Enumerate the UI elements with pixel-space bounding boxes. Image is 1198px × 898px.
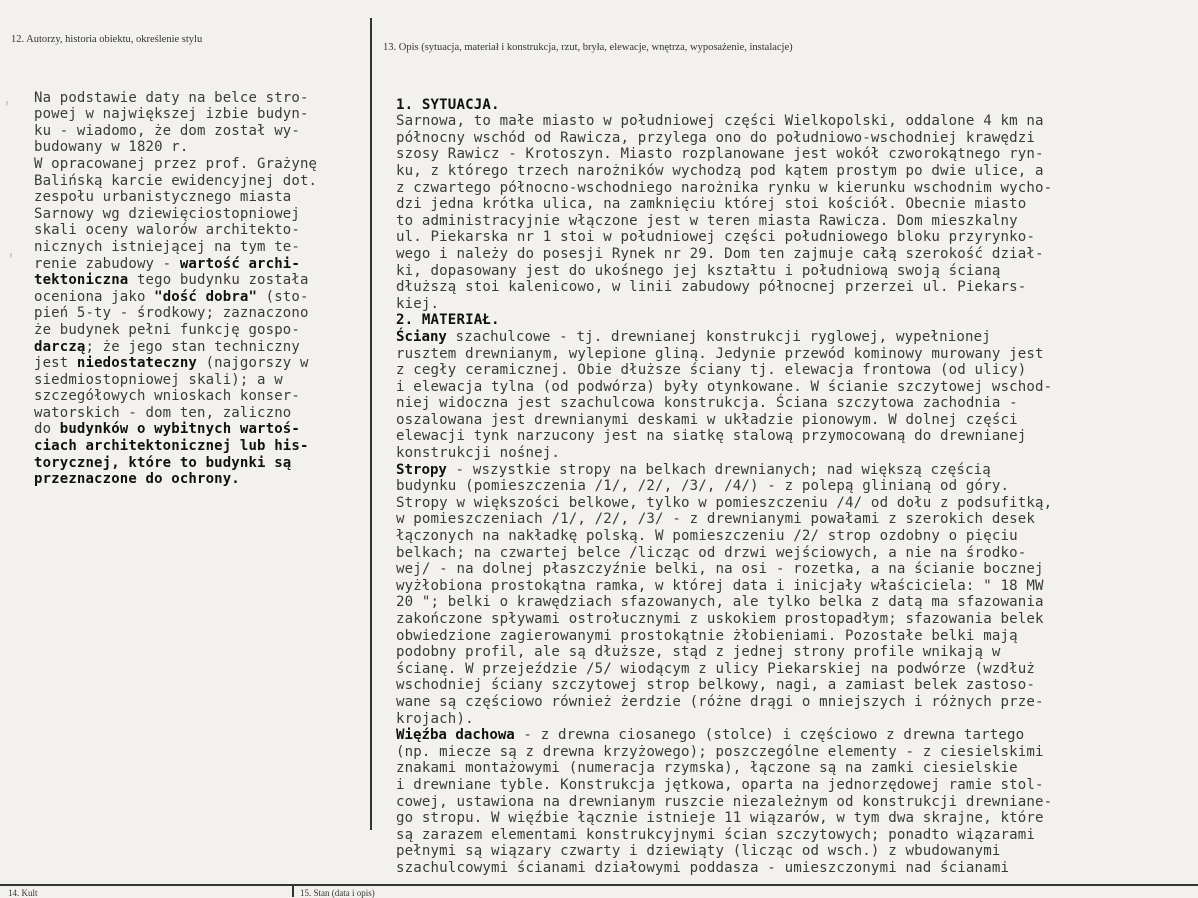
text-line: (np. miecze są z drewna krzyżowego); poszczególne elementy - z ciesielskimi [396, 743, 1044, 760]
section-heading: 1. SYTUACJA. [396, 96, 500, 113]
text-line: tego budynku została [128, 272, 309, 289]
text-line: ki, dopasowany jest do ukośnego jej kształtu i południową swoją ścianą [396, 262, 1001, 279]
text-line: i drewniane tyble. Konstrukcja jętkowa, oparta na jednorzędowej ramie stol- [396, 776, 1044, 793]
text-line: do [34, 421, 60, 438]
text-line: szachulcowe - tj. drewnianej konstrukcji ryglowej, wypełnionej [446, 328, 991, 345]
footer-left-label: 14. Kult [8, 888, 38, 898]
text-line: są zarazem elementami konstrukcyjnymi ścian szczytowych; ponadto wiązarami [396, 826, 1036, 843]
text-line: wej/ - na dolnej płaszczyźnie belki, na osi - rozetka, a na ścianie bocznej [396, 561, 1044, 578]
text-line: - z drewna ciosanego (stolce) i częściowo z drewna tartego [514, 727, 1025, 744]
text-line: Sarnowa, to małe miasto w południowej części Wielkopolski, oddalone 4 km na [396, 113, 1044, 130]
text-line: 20 "; belki o krawędziach sfazowanych, ale tylko belka z datą ma sfazowania [396, 594, 1044, 611]
emphasis-text: niedostateczny [76, 355, 198, 372]
text-line: pień 5-ty - środkowy; zaznaczono [34, 305, 309, 322]
text-line: ścianę. W przejeździe /5/ wiodącym z ulicy Piekarskiej na podwórze (wzdłuż [396, 660, 1036, 677]
subheading: Stropy [396, 461, 447, 478]
emphasis-text: ciach architektonicznej lub his- [34, 438, 309, 455]
text-line: siedmiostopniowej skali); a w [34, 371, 283, 388]
text-line: nicznych istniejącej na tym te- [34, 238, 300, 255]
text-line: konstrukcji nośnej. [396, 445, 561, 462]
left-section-header: 12. Autorzy, historia obiektu, określenie stylu [11, 34, 203, 45]
text-line: (sto- [257, 288, 309, 305]
text-line: że budynek pełni funkcję gospo- [34, 321, 300, 338]
text-line: w pomieszczeniach /1/, /2/, /3/ - z drewnianymi powałami z szerokich desek [396, 511, 1036, 528]
text-line: oszalowana jest drewnianymi deskami w układzie pionowym. W dolnej części [396, 411, 1018, 428]
emphasis-text: budynków o wybitnych wartoś- [59, 421, 300, 438]
text-line: Balińską karcie ewidencyjnej dot. [34, 172, 318, 189]
text-line: łączonych na nakładkę polską. W pomieszczeniu /2/ strop ozdobny o pięciu [396, 528, 1018, 545]
text-line: powej w największej izbie budyn- [34, 106, 309, 123]
text-line: i elewacja tylna (od podwórza) były otynkowane. W ścianie szczytowej wschod- [396, 378, 1053, 395]
footer-right-label: 15. Stan (data i opis) [300, 888, 375, 898]
text-line: zespołu urbanistycznego miasta [34, 189, 292, 206]
section-heading: 2. MATERIAŁ. [396, 312, 500, 329]
text-line: pełnymi są wiązary czwarty i dziewiąty (licząc od wsch.) z wbudowanymi [396, 843, 1001, 860]
text-line: wane są częściowo również żerdzie (różne drągi o mniejszych i różnych prze- [396, 693, 1044, 710]
emphasis-text: "dość dobra" [154, 288, 258, 305]
text-line: ; że jego stan techniczny [85, 338, 300, 355]
text-line: oceniona jako [34, 288, 155, 305]
text-line: ku, z którego trzech narożników wychodzą pod kątem prostym po dwie ulice, a [396, 162, 1044, 179]
text-line: kiej. [396, 295, 440, 312]
text-line: wego i należy do posesji Rynek nr 29. Dom ten zajmuje całą szerokość dział- [396, 245, 1044, 262]
text-line: (najgorszy w [197, 355, 309, 372]
text-line: niej widoczna jest szachulcowa konstrukcja. Ściana szczytowa zachodnia - [396, 395, 1018, 412]
text-line: szachulcowymi ścianami działowymi poddasza - umieszczonymi nad ścianami [396, 859, 1010, 876]
text-line: Na podstawie daty na belce stro- [34, 89, 309, 106]
footer-divider [292, 884, 294, 897]
text-line: - wszystkie stropy na belkach drewnianych; nad większą częścią [446, 461, 991, 478]
text-line: szczegółowych wnioskach konser- [34, 388, 300, 405]
right-section-header: 13. Opis (sytuacja, materiał i konstrukcja, rzut, bryła, elewacje, wnętrza, wyposażenie, instalacje) [383, 42, 793, 53]
text-line: ul. Piekarska nr 1 stoi w południowej części południowego bloku przyrynko- [396, 229, 1036, 246]
text-line: z czwartego północno-wschodniego narożnika rynku w kierunku wschodnim wycho- [396, 179, 1053, 196]
text-line: zakończone spływami ostrołucznymi z uskokiem prostopadłym; sfazowania belek [396, 611, 1044, 627]
text-line: watorskich - dom ten, zaliczno [34, 404, 292, 421]
text-line: jest [34, 355, 77, 372]
text-line: północny wschód od Rawicza, przylega ono do południowo-wschodniej krawędzi [396, 129, 1036, 146]
column-divider [370, 18, 372, 830]
text-line: ku - wiadomo, że dom został wy- [34, 122, 300, 139]
text-line: wschodniej ściany szczytowej strop belkowy, nagi, a zamiast belek zastoso- [396, 677, 1036, 694]
margin-mark: ᵎ [6, 98, 8, 111]
text-line: cowej, ustawiona na drewnianym ruszcie niezależnym od konstrukcji drewniane- [396, 793, 1053, 810]
subheading: Więźba dachowa [396, 727, 515, 744]
text-line: elewacji tynk narzucony jest na siatkę stalową przymocowaną do drewnianej [396, 428, 1027, 445]
subheading: Ściany [396, 328, 447, 345]
text-line: Stropy w większości belkowe, tylko w pomieszczeniu /4/ od dołu z podsufitką, [396, 494, 1053, 511]
text-line: Sarnowy wg dziewięciostopniowej [34, 205, 300, 222]
text-line: podobny profil, ale są dłuższe, stąd z jednej strony profile wnikają w [396, 644, 1001, 661]
text-line: z cegły ceramicznej. Obie dłuższe ściany tj. elewacja frontowa (od ulicy) [396, 362, 1027, 379]
emphasis-text: darczą [34, 338, 86, 355]
text-line: rusztem drewnianym, wylepione gliną. Jedynie przewód kominowy murowany jest [396, 345, 1044, 362]
text-line: W opracowanej przez prof. Grażynę [34, 155, 318, 172]
text-line: znakami montażowymi (numeracja rzymska), łączone są na zamki ciesielskie [396, 760, 1018, 777]
margin-mark: ᵎ [10, 250, 12, 263]
text-line: renie zabudowy - [34, 255, 180, 272]
text-line: go stropu. W więźbie łącznie istnieje 11 wiązarów, w tym dwa skrajne, które [396, 810, 1044, 827]
emphasis-text: przeznaczone do ochrony. [34, 471, 240, 488]
text-line: szosy Rawicz - Krotoszyn. Miasto rozplanowane jest wokół czworokątnego ryn- [396, 146, 1044, 163]
text-line: krojach). [396, 710, 474, 727]
right-column-text [396, 80, 1052, 893]
left-column-text [34, 73, 317, 504]
text-line: wyżłobiona prostokątna ramka, w której data i inicjały właściciela: " 18 MW [396, 577, 1044, 594]
text-line: dzi jedna krótka ulica, na zamknięciu której stoi kościół. Obecnie miasto [396, 196, 1027, 213]
emphasis-text: tektoniczna [34, 272, 129, 289]
emphasis-text: wartość archi- [179, 255, 300, 272]
text-line: dłuższą stoi kalenicowo, w linii zabudowy północnej przerzei ul. Piekars- [396, 279, 1027, 296]
text-line: belkach; na czwartej belce /licząc od drzwi wejściowych, a nie na środko- [396, 544, 1027, 561]
text-line: budowany w 1820 r. [34, 139, 189, 156]
emphasis-text: torycznej, które to budynki są [34, 454, 292, 471]
text-line: obwiedzione zagierowanymi prostokątnie żłobieniami. Pozostałe belki mają [396, 627, 1018, 644]
text-line: to administracyjnie włączone jest w teren miasta Rawicza. Dom mieszkalny [396, 212, 1018, 229]
text-line: skali oceny walorów architekto- [34, 222, 300, 239]
text-line: budynku (pomieszczenia /1/, /2/, /3/, /4/) - z polepą glinianą od góry. [396, 478, 1010, 495]
